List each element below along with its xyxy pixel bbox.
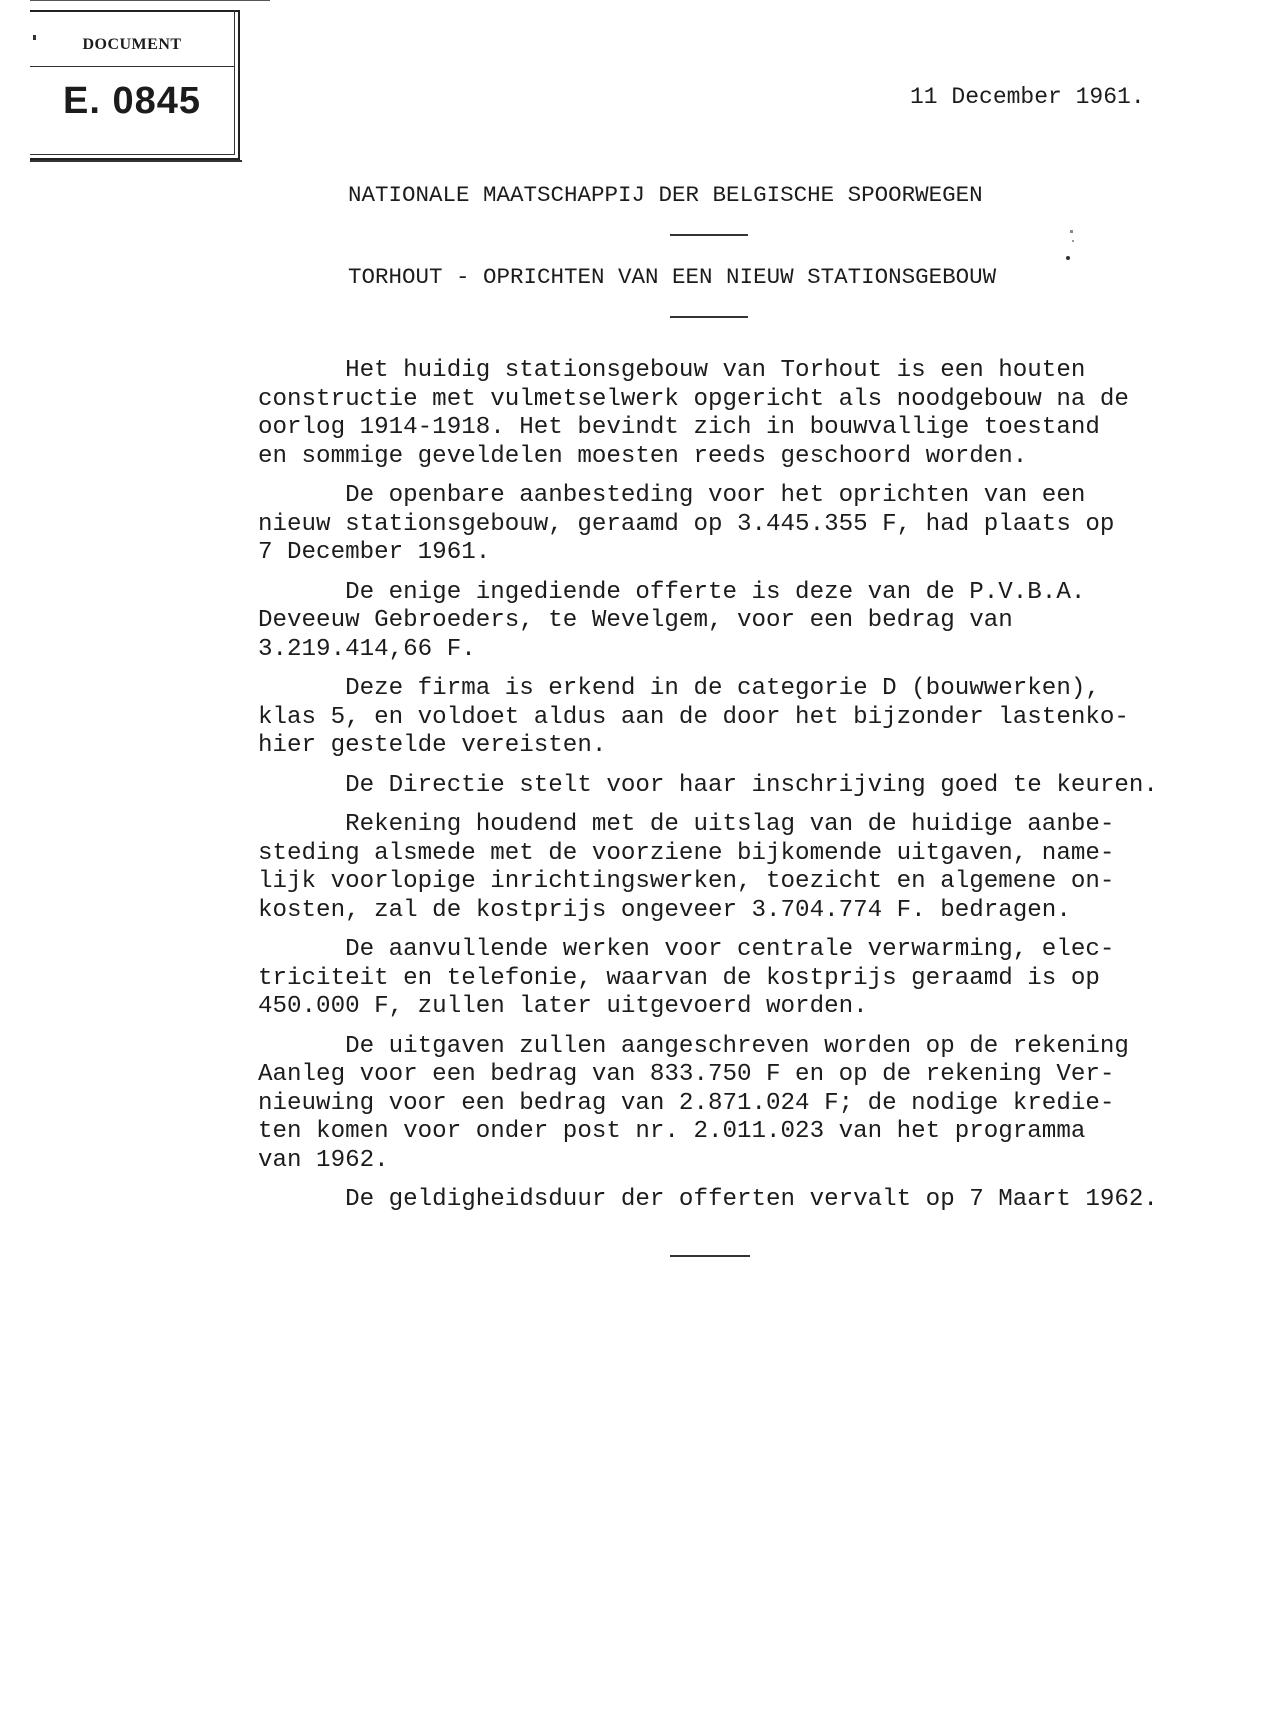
paragraph-line: kosten, zal de kostprijs ongeveer 3.704.774 F. bedragen. bbox=[258, 896, 1071, 924]
body-paragraph bbox=[258, 482, 1178, 568]
paragraph-line: Het huidig stationsgebouw van Torhout is een houten bbox=[258, 357, 1086, 384]
paragraph-line: oorlog 1914-1918. Het bevindt zich in bouwvallige toestand bbox=[258, 414, 1100, 441]
organization-heading: NATIONALE MAATSCHAPPIJ DER BELGISCHE SPOORWEGEN bbox=[348, 182, 983, 208]
paragraph-line: De aanvullende werken voor centrale verwarming, elec- bbox=[258, 936, 1115, 963]
paragraph-line: lijk voorlopige inrichtingswerken, toezicht en algemene on- bbox=[258, 868, 1115, 895]
body-paragraph bbox=[258, 1186, 1178, 1215]
body-paragraph bbox=[258, 1033, 1178, 1176]
document-number: E. 0845 bbox=[63, 80, 201, 122]
paragraph-line: nieuwing voor een bedrag van 2.871.024 F; de nodige kredie- bbox=[258, 1089, 1115, 1117]
body-paragraph bbox=[258, 579, 1178, 665]
scan-speck bbox=[1070, 230, 1073, 233]
document-stamp bbox=[30, 10, 240, 160]
paragraph-line: steding alsmede met de voorziene bijkomende uitgaven, name- bbox=[258, 839, 1115, 867]
paragraph-line: De uitgaven zullen aangeschreven worden op de rekening bbox=[258, 1032, 1129, 1060]
paragraph-line: 7 December 1961. bbox=[258, 539, 491, 566]
paragraph-line: De Directie stelt voor haar inschrijving goed te keuren. bbox=[258, 771, 1158, 799]
paragraph-line: 3.219.414,66 F. bbox=[258, 635, 476, 663]
heading-divider bbox=[670, 234, 748, 236]
subject-heading: TORHOUT - OPRICHTEN VAN EEN NIEUW STATIONSGEBOUW bbox=[348, 264, 997, 290]
stamp-label: DOCUMENT bbox=[30, 24, 234, 67]
paragraph-line: De geldigheidsduur der offerten vervalt op 7 Maart 1962. bbox=[258, 1186, 1158, 1213]
subject-divider bbox=[670, 316, 748, 318]
end-divider bbox=[670, 1255, 750, 1257]
top-edge-line bbox=[30, 0, 270, 1]
paragraph-line: triciteit en telefonie, waarvan de kostprijs geraamd is op bbox=[258, 964, 1100, 992]
scan-speck bbox=[1066, 256, 1070, 260]
paragraph-line: 450.000 F, zullen later uitgevoerd worden. bbox=[258, 993, 868, 1020]
document-body bbox=[258, 357, 1178, 1226]
body-paragraph bbox=[258, 675, 1178, 761]
stamp-mark bbox=[33, 35, 36, 40]
stamp-underline bbox=[30, 160, 242, 162]
body-paragraph bbox=[258, 936, 1178, 1022]
paragraph-line: constructie met vulmetselwerk opgericht als noodgebouw na de bbox=[258, 385, 1129, 413]
paragraph-line: nieuw stationsgebouw, geraamd op 3.445.355 F, had plaats op bbox=[258, 510, 1115, 538]
paragraph-line: klas 5, en voldoet aldus aan de door het bijzonder lastenko- bbox=[258, 703, 1129, 731]
paragraph-line: en sommige geveldelen moesten reeds geschoord worden. bbox=[258, 442, 1028, 470]
body-paragraph bbox=[258, 811, 1178, 925]
paragraph-line: Deveeuw Gebroeders, te Wevelgem, voor een bedrag van bbox=[258, 607, 1013, 634]
paragraph-line: van 1962. bbox=[258, 1146, 389, 1174]
paragraph-line: Rekening houdend met de uitslag van de huidige aanbe- bbox=[258, 811, 1115, 838]
paragraph-line: ten komen voor onder post nr. 2.011.023 van het programma bbox=[258, 1118, 1086, 1145]
paragraph-line: De enige ingediende offerte is deze van de P.V.B.A. bbox=[258, 578, 1086, 606]
paragraph-line: De openbare aanbesteding voor het oprichten van een bbox=[258, 482, 1086, 509]
paragraph-line: Deze firma is erkend in de categorie D (bouwwerken), bbox=[258, 675, 1100, 702]
paragraph-line: Aanleg voor een bedrag van 833.750 F en op de rekening Ver- bbox=[258, 1061, 1115, 1088]
document-date: 11 December 1961. bbox=[910, 84, 1145, 110]
paragraph-line: hier gestelde vereisten. bbox=[258, 732, 607, 759]
scan-speck bbox=[1072, 240, 1074, 242]
body-paragraph bbox=[258, 772, 1178, 801]
body-paragraph bbox=[258, 357, 1178, 471]
